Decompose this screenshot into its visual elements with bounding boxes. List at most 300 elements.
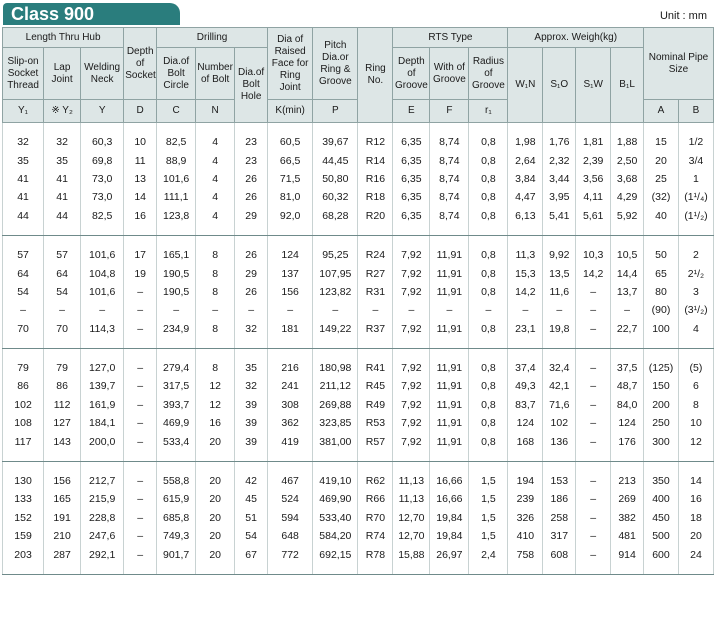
table-cell: 102 xyxy=(543,414,576,432)
table-cell: 124 xyxy=(508,414,543,432)
table-cell: R12 xyxy=(358,133,393,151)
table-cell: 1,5 xyxy=(469,527,508,545)
table-cell: 362 xyxy=(268,414,313,432)
table-cell: 11,91 xyxy=(430,246,469,264)
table-cell: 54 xyxy=(3,283,44,301)
table-cell: 112 xyxy=(44,396,81,414)
table-cell: 25 xyxy=(644,170,679,188)
table-cell: – xyxy=(576,301,611,319)
table-cell: – xyxy=(124,396,157,414)
table-cell: 350 xyxy=(644,472,679,490)
table-cell: 8 xyxy=(196,264,235,282)
table-cell: 29 xyxy=(235,207,268,225)
table-cell: 24 xyxy=(678,545,713,563)
table-row xyxy=(3,301,714,319)
table-cell: 70 xyxy=(3,320,44,338)
table-cell: 382 xyxy=(611,509,644,527)
table-cell: (1¹/₄) xyxy=(678,188,713,206)
rts-type-header: RTS Type xyxy=(393,28,508,48)
table-row xyxy=(3,151,714,169)
table-cell: 6,35 xyxy=(393,207,430,225)
table-row xyxy=(3,432,714,450)
table-cell: 180,98 xyxy=(313,359,358,377)
table-cell: 0,8 xyxy=(469,207,508,225)
table-cell: 71,5 xyxy=(268,170,313,188)
table-cell: 608 xyxy=(543,545,576,563)
flange-table-container xyxy=(2,27,714,575)
table-cell: 234,9 xyxy=(157,320,196,338)
length-thru-hub-header: Length Thru Hub xyxy=(3,28,124,48)
table-cell: 50,80 xyxy=(313,170,358,188)
table-cell: 136 xyxy=(543,432,576,450)
table-cell: 150 xyxy=(644,377,679,395)
table-cell: 32 xyxy=(3,133,44,151)
table-row xyxy=(3,472,714,490)
table-cell: 32 xyxy=(235,377,268,395)
table-cell: 73,0 xyxy=(81,170,124,188)
table-row xyxy=(3,188,714,206)
table-cell: – xyxy=(124,359,157,377)
table-cell: 149,22 xyxy=(313,320,358,338)
table-cell: 49,3 xyxy=(508,377,543,395)
table-cell: 3,68 xyxy=(611,170,644,188)
table-cell: 6 xyxy=(678,377,713,395)
table-cell: 0,8 xyxy=(469,170,508,188)
table-cell: 1,5 xyxy=(469,509,508,527)
table-cell: 300 xyxy=(644,432,679,450)
table-cell: – xyxy=(576,396,611,414)
table-cell: – xyxy=(576,490,611,508)
table-cell: 3/4 xyxy=(678,151,713,169)
table-cell: 211,12 xyxy=(313,377,358,395)
table-cell: 308 xyxy=(268,396,313,414)
depth-of-groove-header: Depth of Groove xyxy=(393,48,430,100)
table-cell: R16 xyxy=(358,170,393,188)
table-cell: 8,74 xyxy=(430,170,469,188)
table-cell: 2,64 xyxy=(508,151,543,169)
symbol-cell: C xyxy=(157,100,196,123)
table-cell: R18 xyxy=(358,188,393,206)
table-cell: 749,3 xyxy=(157,527,196,545)
table-cell: 143 xyxy=(44,432,81,450)
table-row xyxy=(3,320,714,338)
table-cell: 16 xyxy=(678,490,713,508)
table-cell: 7,92 xyxy=(393,414,430,432)
table-cell: 20 xyxy=(196,509,235,527)
table-cell: 8,74 xyxy=(430,151,469,169)
table-cell: 20 xyxy=(644,151,679,169)
table-cell: 12 xyxy=(196,396,235,414)
table-cell: 20 xyxy=(196,545,235,563)
table-cell: 32,4 xyxy=(543,359,576,377)
table-cell: 127,0 xyxy=(81,359,124,377)
table-cell: 22,7 xyxy=(611,320,644,338)
table-cell: 40 xyxy=(644,207,679,225)
table-cell: 7,92 xyxy=(393,377,430,395)
table-cell: 6,35 xyxy=(393,151,430,169)
table-cell: 11,91 xyxy=(430,359,469,377)
table-cell: R49 xyxy=(358,396,393,414)
table-cell: 317 xyxy=(543,527,576,545)
table-cell: 4 xyxy=(196,133,235,151)
table-cell: R74 xyxy=(358,527,393,545)
table-cell: (90) xyxy=(644,301,679,319)
table-cell: 8 xyxy=(196,359,235,377)
table-cell: R53 xyxy=(358,414,393,432)
table-cell: 92,0 xyxy=(268,207,313,225)
table-cell: 0,8 xyxy=(469,188,508,206)
table-cell: 57 xyxy=(3,246,44,264)
table-cell: – xyxy=(576,432,611,450)
table-cell: 4,11 xyxy=(576,188,611,206)
table-cell: – xyxy=(576,509,611,527)
table-cell: 26 xyxy=(235,188,268,206)
table-cell: – xyxy=(576,527,611,545)
table-cell: 419 xyxy=(268,432,313,450)
table-cell: 79 xyxy=(3,359,44,377)
table-cell: 6,13 xyxy=(508,207,543,225)
table-cell: 57 xyxy=(44,246,81,264)
table-cell: 186 xyxy=(543,490,576,508)
table-cell: 4,29 xyxy=(611,188,644,206)
table-cell: – xyxy=(393,301,430,319)
table-cell: 381,00 xyxy=(313,432,358,450)
s1w-header: S₁W xyxy=(576,48,611,123)
table-cell: 11,91 xyxy=(430,414,469,432)
symbol-cell: r₁ xyxy=(469,100,508,123)
table-cell: – xyxy=(235,301,268,319)
group-spacer xyxy=(3,564,714,575)
table-cell: 8 xyxy=(196,320,235,338)
table-cell: 68,28 xyxy=(313,207,358,225)
table-cell: 215,9 xyxy=(81,490,124,508)
table-cell: 191 xyxy=(44,509,81,527)
table-cell: (3¹/₂) xyxy=(678,301,713,319)
table-cell: 26 xyxy=(235,246,268,264)
table-cell: 1,5 xyxy=(469,490,508,508)
table-cell: 7,92 xyxy=(393,246,430,264)
table-cell: 2 xyxy=(678,246,713,264)
table-cell: 111,1 xyxy=(157,188,196,206)
table-cell: 8 xyxy=(678,396,713,414)
table-cell: 14,2 xyxy=(576,264,611,282)
table-cell: 8,74 xyxy=(430,207,469,225)
table-cell: 772 xyxy=(268,545,313,563)
table-cell: 0,8 xyxy=(469,359,508,377)
table-cell: – xyxy=(124,490,157,508)
s1o-header: S₁O xyxy=(543,48,576,123)
table-cell: – xyxy=(268,301,313,319)
table-cell: 16,66 xyxy=(430,472,469,490)
table-cell: – xyxy=(157,301,196,319)
table-cell: 4 xyxy=(196,170,235,188)
table-cell: 19,8 xyxy=(543,320,576,338)
table-cell: 615,9 xyxy=(157,490,196,508)
table-cell: (32) xyxy=(644,188,679,206)
table-cell: 18 xyxy=(678,509,713,527)
table-cell: 16 xyxy=(124,207,157,225)
table-cell: – xyxy=(576,359,611,377)
table-cell: 0,8 xyxy=(469,246,508,264)
b1l-header: B₁L xyxy=(611,48,644,123)
table-cell: 258 xyxy=(543,509,576,527)
table-cell: 54 xyxy=(44,283,81,301)
table-cell: 0,8 xyxy=(469,396,508,414)
table-cell: 3,44 xyxy=(543,170,576,188)
table-cell: 533,40 xyxy=(313,509,358,527)
table-cell: 8 xyxy=(196,246,235,264)
table-cell: 0,8 xyxy=(469,432,508,450)
table-cell: R14 xyxy=(358,151,393,169)
table-cell: – xyxy=(611,301,644,319)
table-cell: 41 xyxy=(44,170,81,188)
table-cell: 3 xyxy=(678,283,713,301)
table-cell: 35 xyxy=(3,151,44,169)
table-cell: 153 xyxy=(543,472,576,490)
table-row xyxy=(3,133,714,151)
table-cell: 70 xyxy=(44,320,81,338)
table-cell: 101,6 xyxy=(157,170,196,188)
table-cell: 73,0 xyxy=(81,188,124,206)
table-cell: – xyxy=(358,301,393,319)
table-cell: 2,4 xyxy=(469,545,508,563)
table-cell: 20 xyxy=(196,490,235,508)
table-cell: – xyxy=(124,301,157,319)
table-row xyxy=(3,246,714,264)
table-cell: 469,9 xyxy=(157,414,196,432)
group-spacer xyxy=(3,461,714,472)
table-cell: 1/2 xyxy=(678,133,713,151)
table-cell: 26 xyxy=(235,170,268,188)
table-cell: 101,6 xyxy=(81,246,124,264)
table-cell: 5,92 xyxy=(611,207,644,225)
table-cell: 228,8 xyxy=(81,509,124,527)
table-cell: – xyxy=(124,432,157,450)
table-cell: – xyxy=(576,545,611,563)
symbol-cell: Y₁ xyxy=(3,100,44,123)
table-cell: 1 xyxy=(678,170,713,188)
table-cell: 3,56 xyxy=(576,170,611,188)
table-cell: 8 xyxy=(196,283,235,301)
table-cell: – xyxy=(124,509,157,527)
table-cell: 469,90 xyxy=(313,490,358,508)
welding-neck-header: Welding Neck xyxy=(81,48,124,100)
table-cell: 7,92 xyxy=(393,359,430,377)
table-cell: 19 xyxy=(124,264,157,282)
table-cell: 203 xyxy=(3,545,44,563)
dia-raised-face-header: Dia of Raised Face for Ring Joint xyxy=(268,28,313,100)
table-cell: 10,5 xyxy=(611,246,644,264)
table-cell: 66,5 xyxy=(268,151,313,169)
table-cell: 7,92 xyxy=(393,396,430,414)
table-cell: 156 xyxy=(268,283,313,301)
table-cell: 533,4 xyxy=(157,432,196,450)
table-cell: 69,8 xyxy=(81,151,124,169)
table-cell: 269 xyxy=(611,490,644,508)
table-cell: 13,5 xyxy=(543,264,576,282)
symbol-cell: Y xyxy=(81,100,124,123)
table-cell: R31 xyxy=(358,283,393,301)
table-cell: 79 xyxy=(44,359,81,377)
table-cell: 0,8 xyxy=(469,264,508,282)
table-cell: 8,74 xyxy=(430,133,469,151)
table-cell: 20 xyxy=(196,472,235,490)
table-cell: R66 xyxy=(358,490,393,508)
class-title: Class 900 xyxy=(3,3,180,25)
table-cell: – xyxy=(44,301,81,319)
table-cell: 86 xyxy=(44,377,81,395)
table-cell: 6,35 xyxy=(393,133,430,151)
table-cell: – xyxy=(576,320,611,338)
table-cell: 44 xyxy=(3,207,44,225)
table-cell: 81,0 xyxy=(268,188,313,206)
table-cell: – xyxy=(543,301,576,319)
table-cell: 10 xyxy=(124,133,157,151)
with-of-groove-header: With of Groove xyxy=(430,48,469,100)
table-cell: 123,8 xyxy=(157,207,196,225)
table-cell: – xyxy=(430,301,469,319)
ring-no-header: Ring No. xyxy=(358,28,393,123)
table-cell: (1¹/₂) xyxy=(678,207,713,225)
table-cell: 210 xyxy=(44,527,81,545)
table-cell: 12,70 xyxy=(393,509,430,527)
table-cell: 159 xyxy=(3,527,44,545)
table-row xyxy=(3,396,714,414)
table-cell: R37 xyxy=(358,320,393,338)
table-cell: 15,88 xyxy=(393,545,430,563)
table-cell: 4 xyxy=(196,207,235,225)
table-cell: 594 xyxy=(268,509,313,527)
table-cell: 124 xyxy=(611,414,644,432)
table-cell: 692,15 xyxy=(313,545,358,563)
table-cell: 0,8 xyxy=(469,377,508,395)
table-cell: 292,1 xyxy=(81,545,124,563)
table-cell: – xyxy=(469,301,508,319)
table-cell: 84,0 xyxy=(611,396,644,414)
table-row xyxy=(3,359,714,377)
table-cell: 0,8 xyxy=(469,133,508,151)
table-row xyxy=(3,509,714,527)
table-cell: 326 xyxy=(508,509,543,527)
table-cell: 60,3 xyxy=(81,133,124,151)
table-cell: 4 xyxy=(678,320,713,338)
group-spacer xyxy=(3,338,714,349)
table-cell: 50 xyxy=(644,246,679,264)
group-spacer xyxy=(3,348,714,359)
table-cell: 2¹/₂ xyxy=(678,264,713,282)
table-cell: 200,0 xyxy=(81,432,124,450)
table-cell: 213 xyxy=(611,472,644,490)
table-cell: 137 xyxy=(268,264,313,282)
table-cell: 26 xyxy=(235,283,268,301)
table-cell: 14 xyxy=(124,188,157,206)
table-cell: 11,91 xyxy=(430,320,469,338)
table-cell: 15,3 xyxy=(508,264,543,282)
dia-bolt-circle-header: Dia.of Bolt Circle xyxy=(157,48,196,100)
table-cell: 269,88 xyxy=(313,396,358,414)
table-cell: 95,25 xyxy=(313,246,358,264)
table-cell: 1,76 xyxy=(543,133,576,151)
table-cell: 41 xyxy=(44,188,81,206)
table-cell: 16,66 xyxy=(430,490,469,508)
table-cell: – xyxy=(124,545,157,563)
table-cell: R70 xyxy=(358,509,393,527)
table-cell: 67 xyxy=(235,545,268,563)
table-cell: 168 xyxy=(508,432,543,450)
table-cell: 117 xyxy=(3,432,44,450)
table-row xyxy=(3,207,714,225)
table-cell: – xyxy=(576,472,611,490)
table-row xyxy=(3,490,714,508)
table-cell: 124 xyxy=(268,246,313,264)
table-cell: 558,8 xyxy=(157,472,196,490)
table-cell: – xyxy=(124,527,157,545)
table-cell: 500 xyxy=(644,527,679,545)
table-cell: R78 xyxy=(358,545,393,563)
table-cell: 114,3 xyxy=(81,320,124,338)
table-cell: 11,91 xyxy=(430,264,469,282)
table-cell: 4,47 xyxy=(508,188,543,206)
table-cell: 9,92 xyxy=(543,246,576,264)
table-cell: 108 xyxy=(3,414,44,432)
unit-label: Unit : mm xyxy=(659,10,707,22)
table-cell: 410 xyxy=(508,527,543,545)
table-cell: 12 xyxy=(196,377,235,395)
table-cell: 0,8 xyxy=(469,414,508,432)
depth-of-socket-header: Depth of Socket xyxy=(124,28,157,100)
table-cell: 11,3 xyxy=(508,246,543,264)
table-cell: 23 xyxy=(235,151,268,169)
table-cell: 127 xyxy=(44,414,81,432)
table-cell: 685,8 xyxy=(157,509,196,527)
table-row xyxy=(3,527,714,545)
table-cell: 51 xyxy=(235,509,268,527)
symbol-cell: F xyxy=(430,100,469,123)
table-cell: – xyxy=(313,301,358,319)
table-cell: 467 xyxy=(268,472,313,490)
table-cell: 80 xyxy=(644,283,679,301)
symbol-cell: E xyxy=(393,100,430,123)
table-cell: 419,10 xyxy=(313,472,358,490)
table-cell: 41 xyxy=(3,188,44,206)
symbol-cell: A xyxy=(644,100,679,123)
table-cell: 41 xyxy=(3,170,44,188)
table-cell: 5,41 xyxy=(543,207,576,225)
table-cell: 287 xyxy=(44,545,81,563)
table-cell: 42,1 xyxy=(543,377,576,395)
table-cell: 317,5 xyxy=(157,377,196,395)
table-cell: – xyxy=(124,414,157,432)
table-cell: 12,70 xyxy=(393,527,430,545)
table-cell: 39,67 xyxy=(313,133,358,151)
table-cell: 88,9 xyxy=(157,151,196,169)
table-cell: 11 xyxy=(124,151,157,169)
table-cell: 20 xyxy=(196,432,235,450)
table-cell: 101,6 xyxy=(81,283,124,301)
table-cell: 450 xyxy=(644,509,679,527)
table-cell: – xyxy=(576,377,611,395)
table-cell: R24 xyxy=(358,246,393,264)
table-cell: 250 xyxy=(644,414,679,432)
symbol-cell: P xyxy=(313,100,358,123)
flange-dimension-table xyxy=(2,27,714,575)
table-cell: 60,32 xyxy=(313,188,358,206)
table-cell: 3,95 xyxy=(543,188,576,206)
table-cell: 48,7 xyxy=(611,377,644,395)
table-cell: 104,8 xyxy=(81,264,124,282)
table-cell: 82,5 xyxy=(81,207,124,225)
table-cell: 15 xyxy=(644,133,679,151)
